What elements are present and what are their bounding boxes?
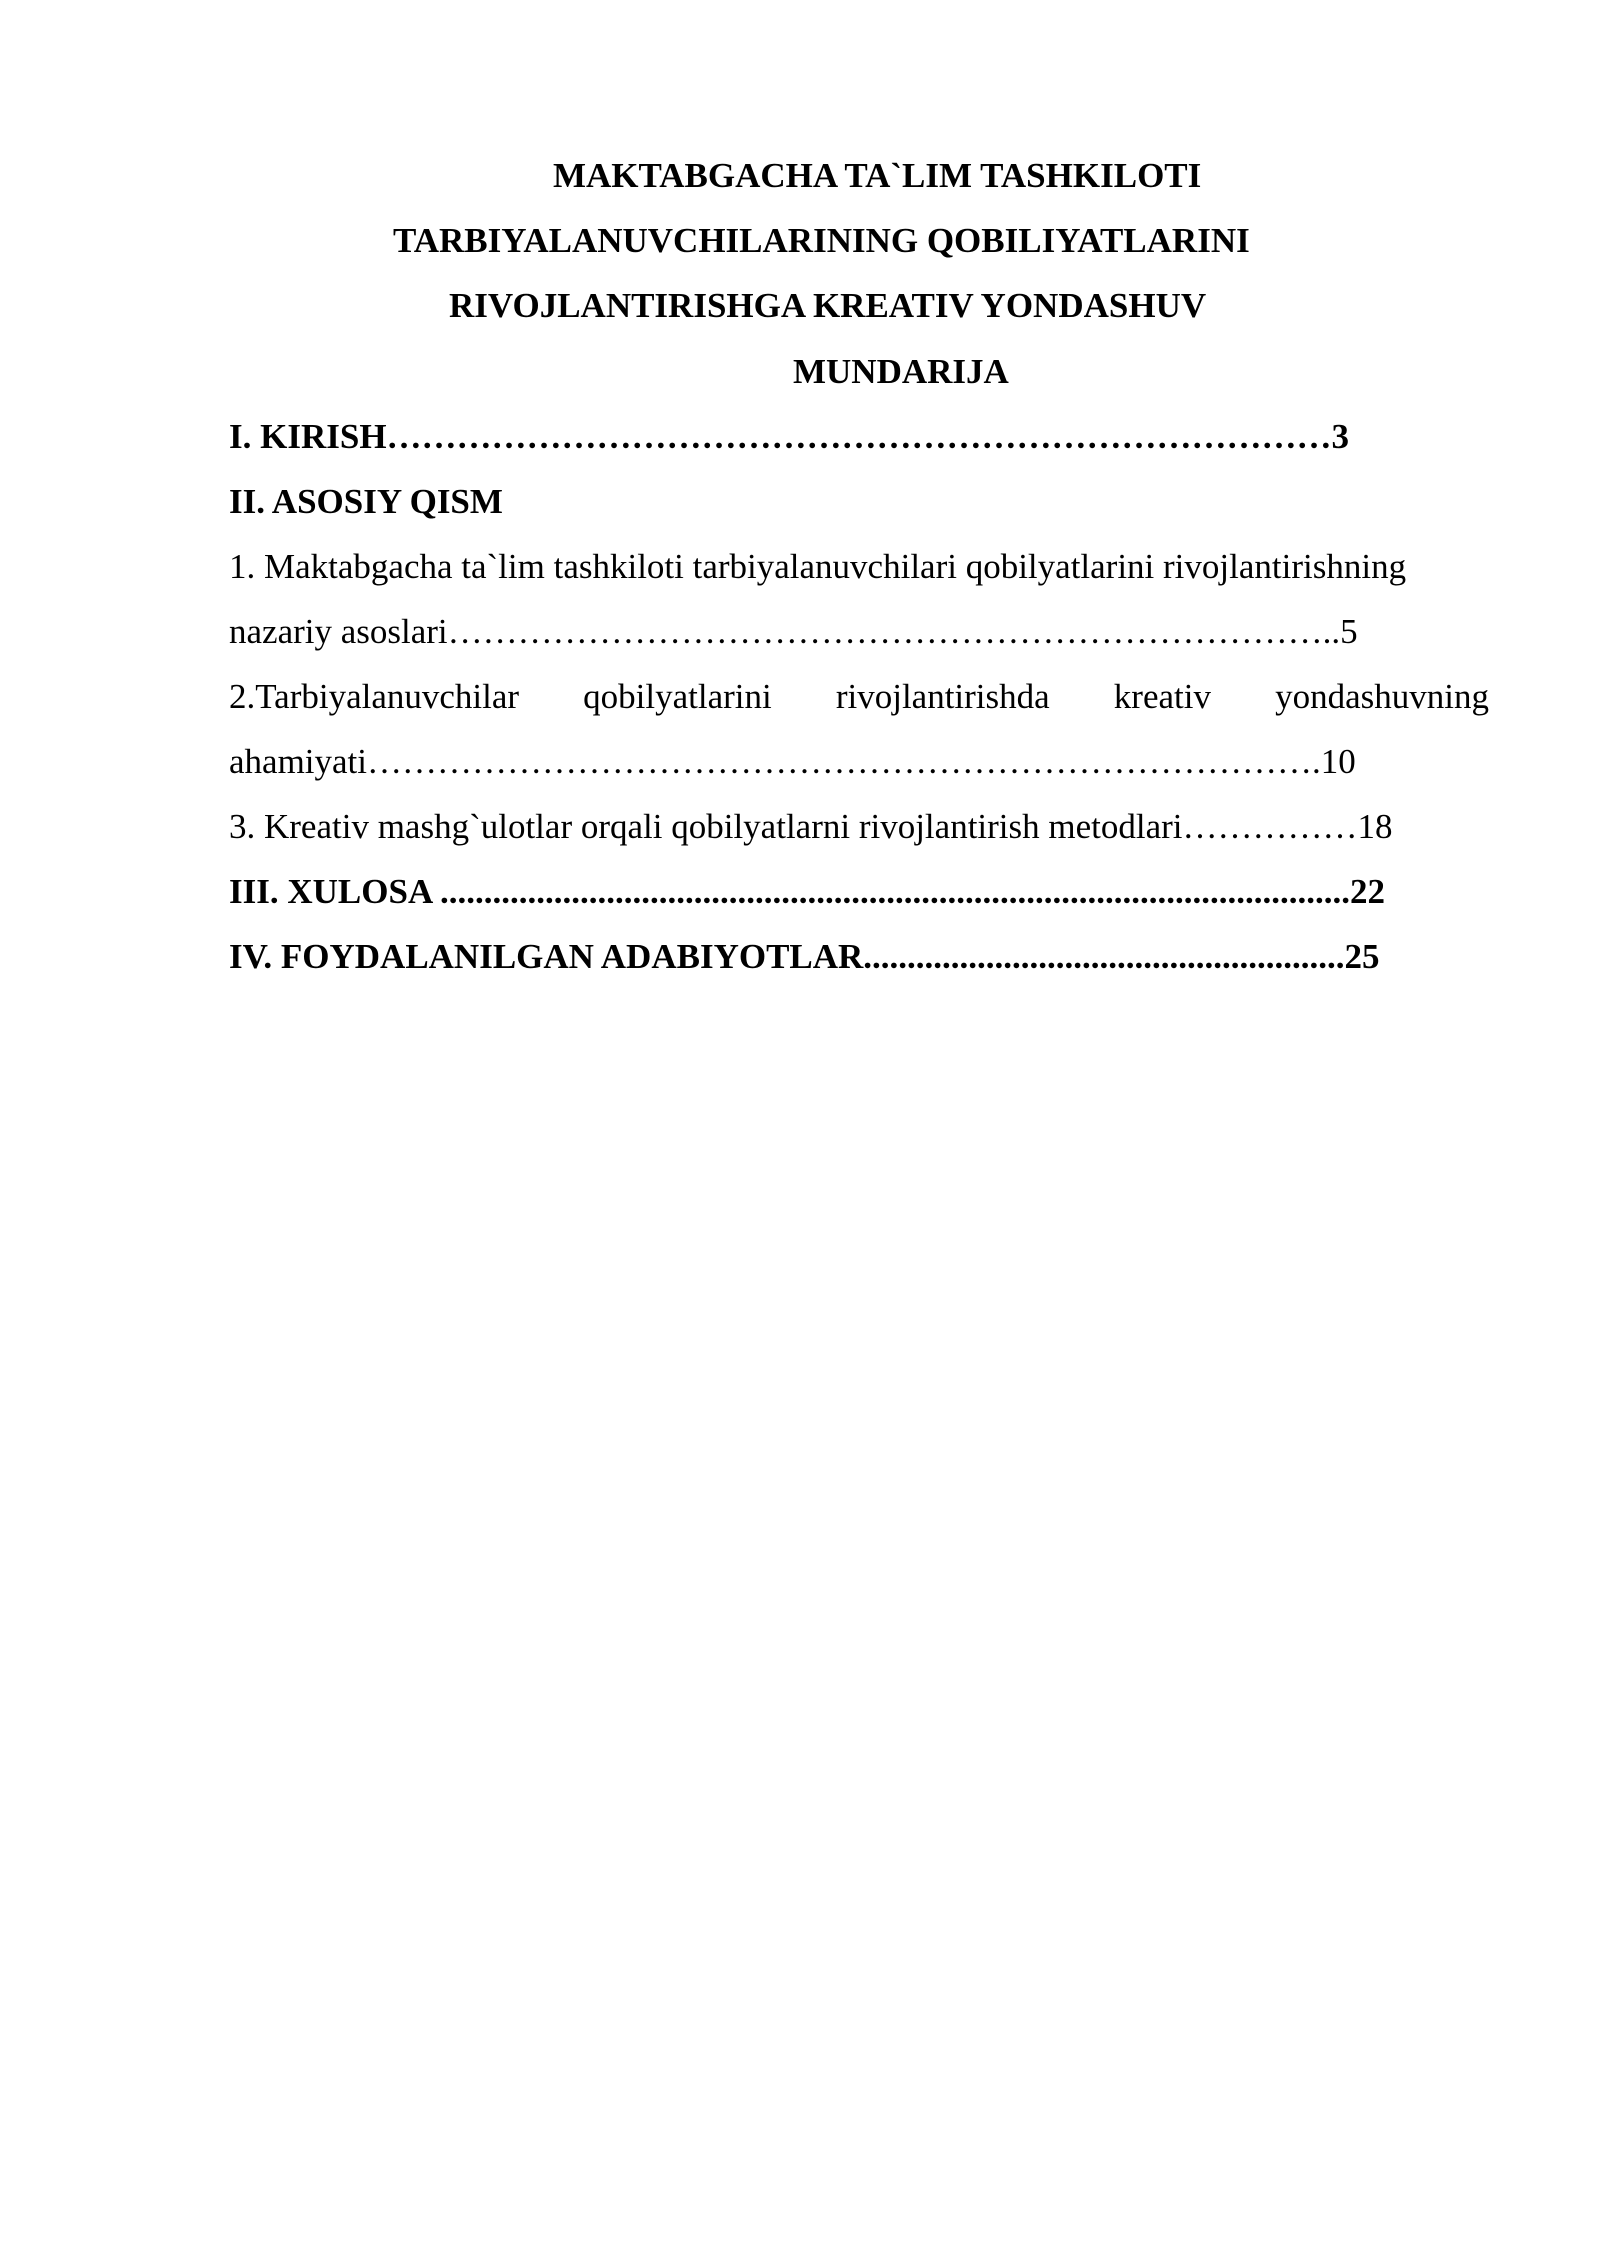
toc-entry-2-line-1 xyxy=(229,674,1489,719)
toc-entry-2-word: qobilyatlarini xyxy=(583,677,772,716)
toc-entry-2-word: rivojlantirishda xyxy=(835,677,1050,716)
toc-entry-xulosa: III. XULOSA ........................................................................................................22 xyxy=(229,872,1386,911)
toc-entry-kirish: I. KIRISH………………………………………………………………………3 xyxy=(229,417,1350,456)
contents-heading: MUNDARIJA xyxy=(793,352,1009,391)
toc-entry-adabiyotlar: IV. FOYDALANILGAN ADABIYOTLAR.......................................................25 xyxy=(229,937,1380,976)
toc-entry-2-word: yondashuvning xyxy=(1275,677,1489,716)
toc-entry-3: 3. Kreativ mashg`ulotlar orqali qobilyatlarni rivojlantirish metodlari……………18 xyxy=(229,807,1393,846)
toc-entry-1-line-1: 1. Maktabgacha ta`lim tashkiloti tarbiyalanuvchilari qobilyatlarini rivojlantirishning xyxy=(229,547,1407,586)
toc-entry-asosiy-qism: II. ASOSIY QISM xyxy=(229,482,503,521)
toc-entry-2-line-2: ahamiyati……………………………………………………………………….10 xyxy=(229,742,1356,781)
toc-entry-1-line-2: nazariy asoslari…………………………………………………………………..5 xyxy=(229,612,1358,651)
title-line-2: TARBIYALANUVCHILARINING QOBILIYATLARINI xyxy=(393,221,1250,260)
title-line-3: RIVOJLANTIRISHGA KREATIV YONDASHUV xyxy=(449,286,1207,325)
toc-entry-2-word: 2.Tarbiyalanuvchilar xyxy=(229,677,520,716)
toc-entry-2-word: kreativ xyxy=(1113,677,1211,716)
title-line-1: MAKTABGACHA TA`LIM TASHKILOTI xyxy=(553,156,1202,195)
